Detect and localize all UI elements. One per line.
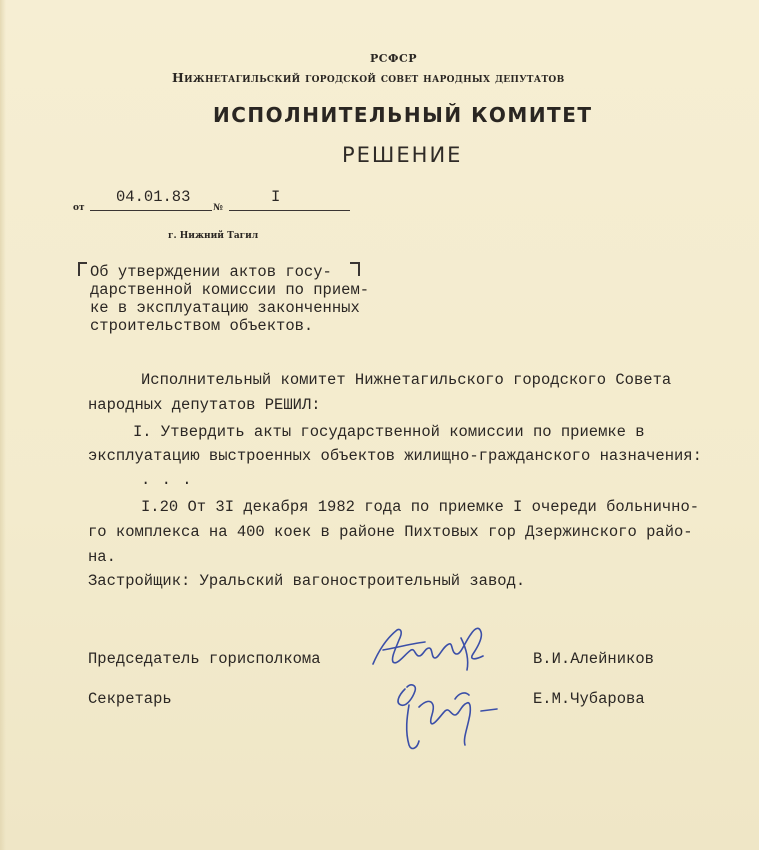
number-prefix: № bbox=[213, 203, 223, 213]
omission-ellipsis: . . . bbox=[141, 471, 193, 489]
chairman-name: В.И.Алейников bbox=[533, 650, 654, 668]
document-number: I bbox=[271, 188, 281, 206]
subject-bracket-right bbox=[358, 262, 360, 276]
subject-line-1: Об утверждении актов госу- bbox=[90, 263, 332, 281]
date-underline bbox=[90, 210, 212, 211]
subject-line-4: строительством объектов. bbox=[90, 317, 314, 335]
item-1-20-line-3: на. bbox=[88, 548, 116, 566]
item-1-line-1: I. Утвердить акты государственной комиссии по приемке в bbox=[133, 423, 645, 441]
republic-label: РСФСР bbox=[370, 52, 417, 65]
city-label: г. Нижний Тагил bbox=[168, 231, 259, 241]
subject-line-3: ке в эксплуатацию законченных bbox=[90, 299, 360, 317]
date-prefix: от bbox=[73, 203, 85, 213]
item-1-20-line-1: I.20 От 3I декабря 1982 года по приемке I очереди больнично- bbox=[141, 498, 700, 516]
body-paragraph-line-1: Исполнительный комитет Нижнетагильского городского Совета bbox=[141, 371, 672, 389]
subject-bracket-left-top bbox=[78, 262, 87, 264]
subject-line-2: дарственной комиссии по прием- bbox=[90, 281, 370, 299]
item-1-20-line-2: го комплекса на 400 коек в районе Пихтовых гор Дзержинского райо- bbox=[88, 523, 693, 541]
chairman-signature bbox=[365, 620, 505, 676]
item-1-line-2: эксплуатацию выстроенных объектов жилищно-гражданского назначения: bbox=[88, 447, 702, 465]
council-name: Нижнетагильский городской совет народных депутатов bbox=[172, 70, 565, 85]
number-underline bbox=[229, 210, 350, 211]
document-date: 04.01.83 bbox=[116, 188, 191, 206]
paper-edge bbox=[0, 0, 6, 850]
subject-bracket-left bbox=[78, 262, 80, 276]
secretary-title: Секретарь bbox=[88, 690, 172, 708]
body-paragraph-line-2: народных депутатов РЕШИЛ: bbox=[88, 396, 321, 414]
document-type: РЕШЕНИЕ bbox=[342, 143, 463, 167]
subject-bracket-right-top bbox=[350, 262, 359, 264]
developer-line: Застройщик: Уральский вагоностроительный завод. bbox=[88, 572, 526, 590]
chairman-title: Председатель горисполкома bbox=[88, 650, 321, 668]
committee-title: ИСПОЛНИТЕЛЬНЫЙ КОМИТЕТ bbox=[213, 103, 593, 127]
secretary-name: Е.М.Чубарова bbox=[533, 690, 645, 708]
secretary-signature bbox=[385, 675, 510, 755]
